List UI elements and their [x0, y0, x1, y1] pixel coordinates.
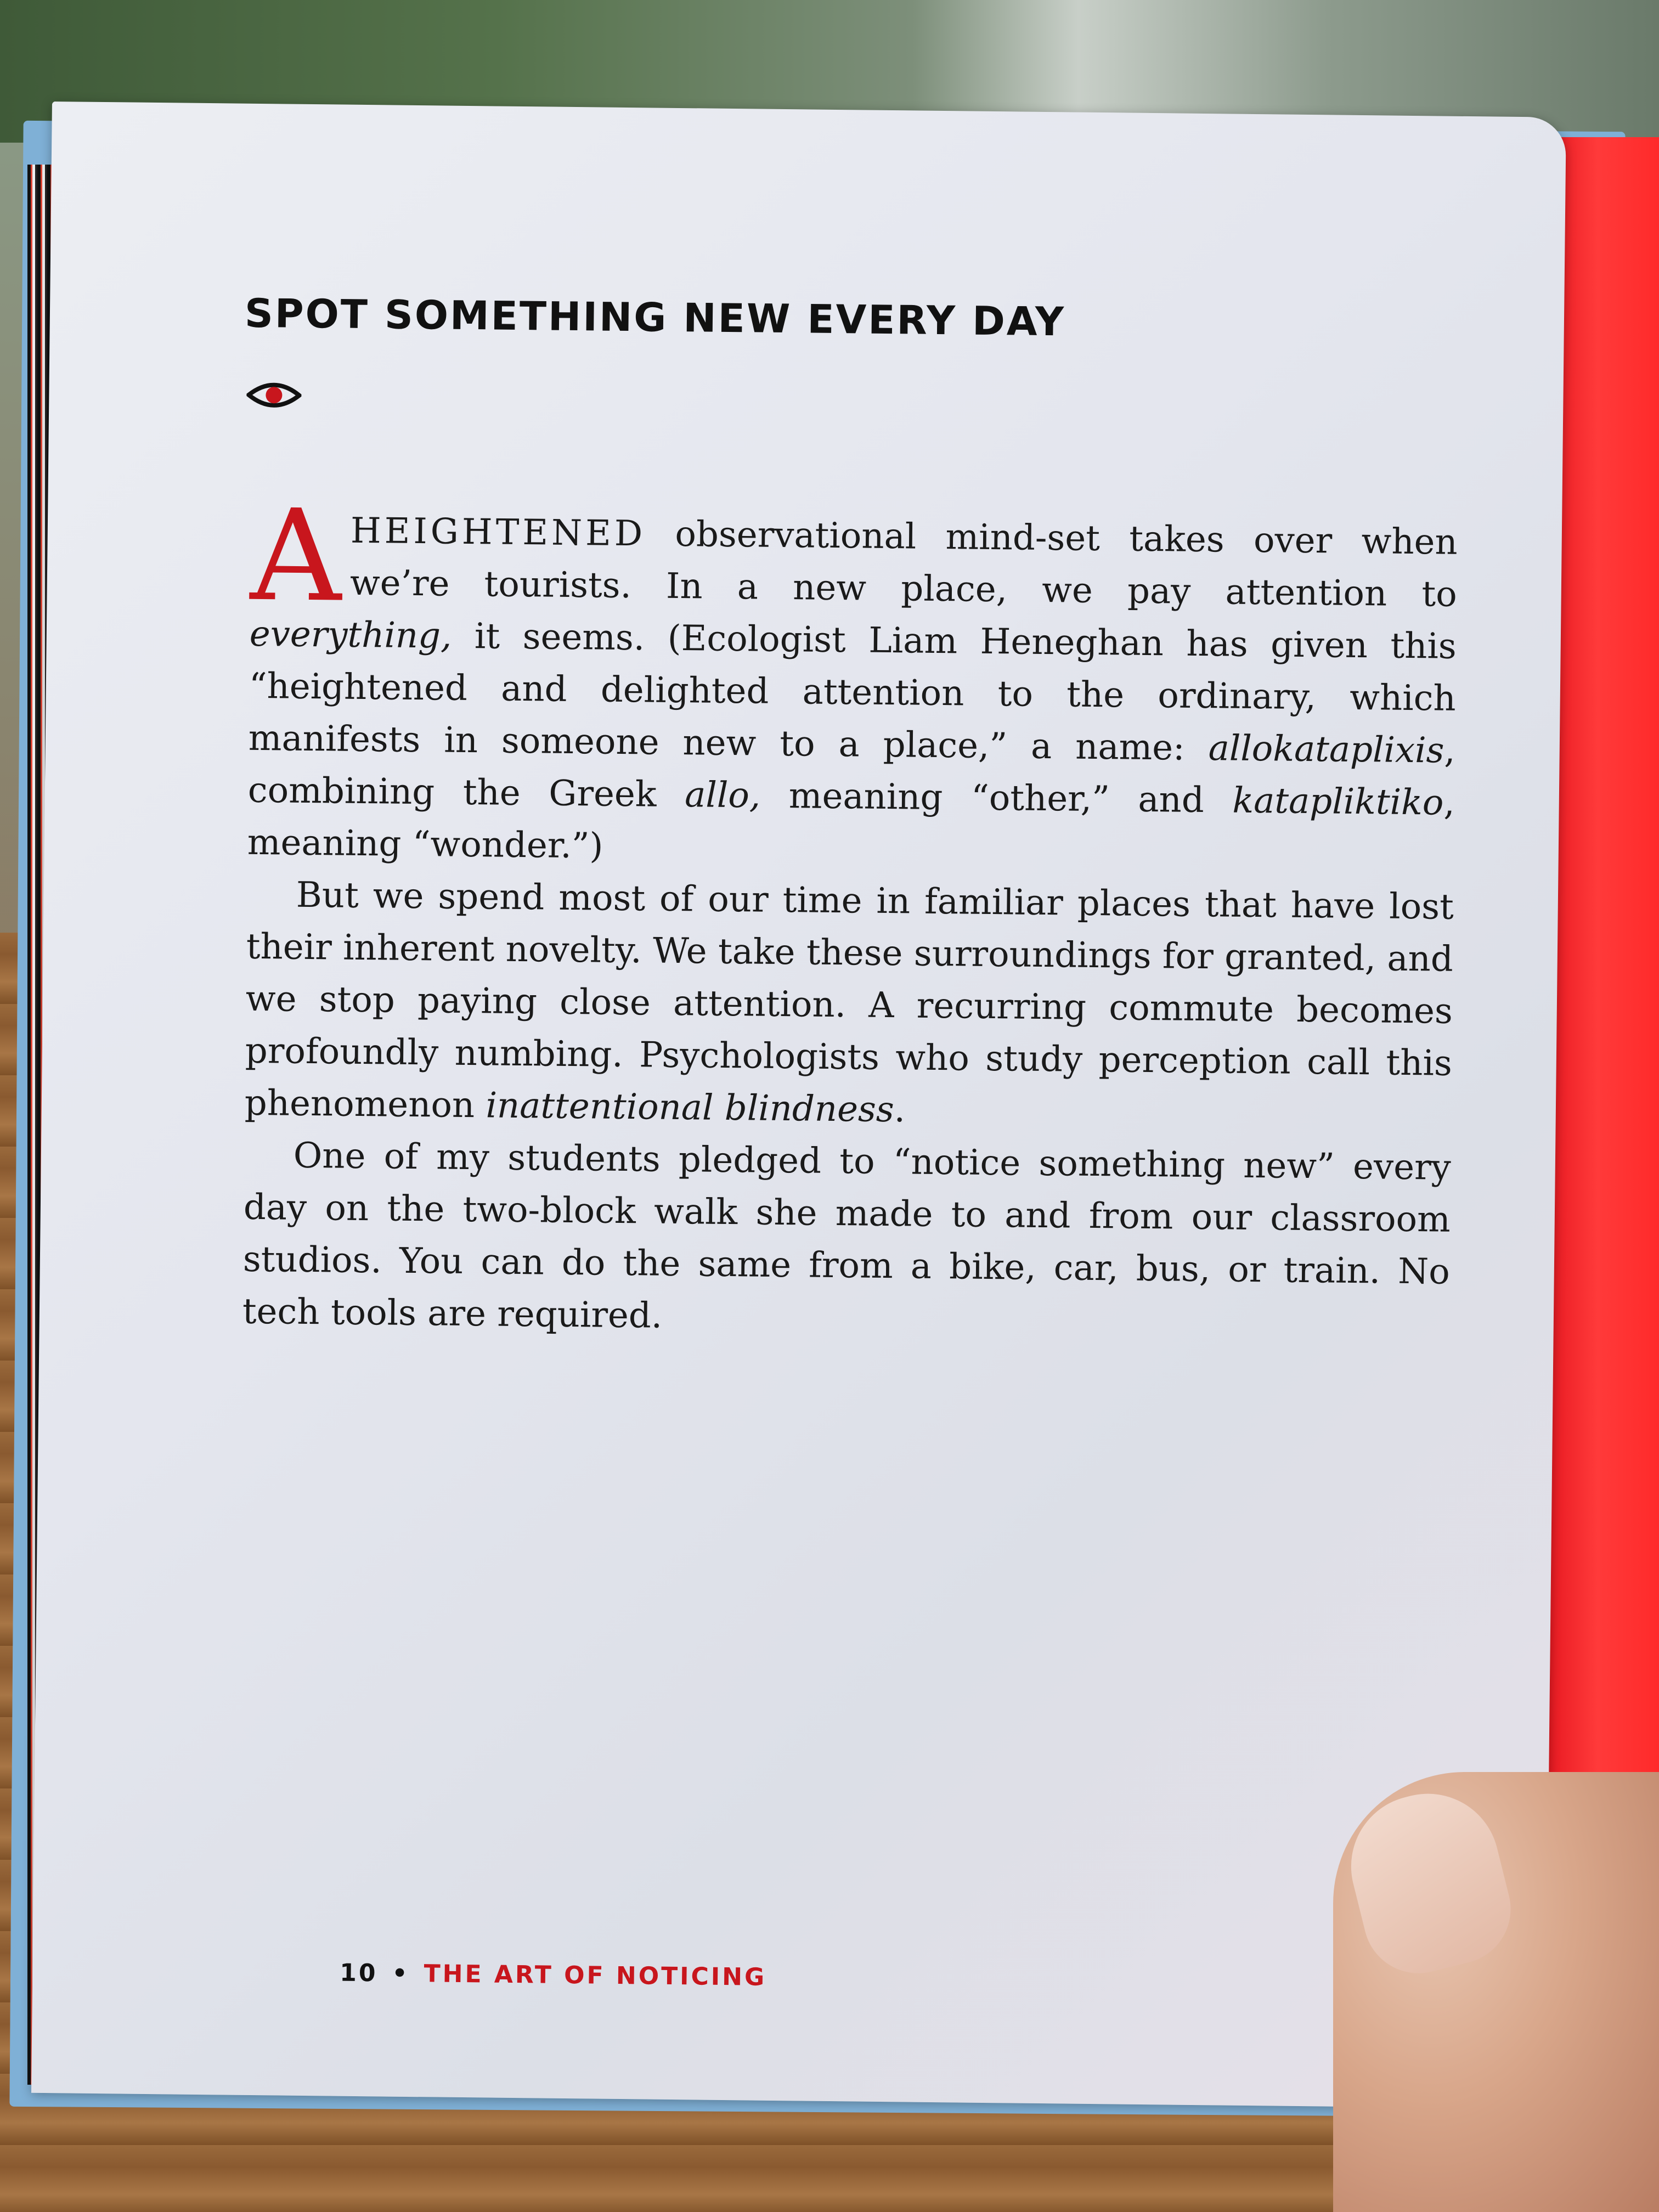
eye-icon: [246, 378, 302, 413]
text-run: , meaning “wonder.”): [247, 782, 1455, 867]
chapter-heading: SPOT SOMETHING NEW EVERY DAY: [244, 290, 1066, 345]
paragraph-2: [244, 869, 1454, 1142]
book-title: THE ART OF NOTICING: [424, 1960, 767, 1991]
emphasis: inattentional blindness: [486, 1085, 895, 1131]
emphasis: everything,: [249, 613, 452, 657]
text-run: .: [894, 1090, 906, 1131]
paragraph-1: [247, 482, 1458, 882]
text-run: observational mind-set takes over when we’re tourists. In a new place, we pay attention to: [349, 514, 1458, 615]
book-page: [31, 101, 1566, 2109]
text-run: But we spend most of our time in familiar places that have lost their inherent novelty. We take these surroundings for granted, and we stop paying close attention. A recurring commute becomes profoundly numbing. Psychologists who study perception call this phenomenon: [244, 874, 1454, 1126]
paragraph-3: One of my students pledged to “notice something new” every day on the two-block walk she made to and from our classroom studios. You can do the same from a bike, car, bus, or train. No tech tools are required.: [242, 1135, 1452, 1336]
text-run: it seems. (Ecologist Liam Heneghan has given this “heightened and delighted attention to the ordinary, which manifests in someone new to a place,” a name:: [248, 616, 1457, 769]
emphasis: katapliktiko: [1232, 780, 1444, 823]
text-run: , combining the Greek: [247, 730, 1456, 816]
emphasis: allokataplixis: [1208, 728, 1444, 771]
text-run: meaning “other,” and: [760, 775, 1233, 821]
emphasis: allo,: [684, 775, 761, 816]
page-footer: [340, 1959, 766, 1991]
page-number: 10: [340, 1959, 378, 1988]
body-text: [242, 482, 1458, 1351]
drop-cap: A: [249, 482, 342, 630]
smallcaps-lead: HEIGHTENED: [350, 510, 646, 555]
footer-separator: •: [392, 1959, 410, 1988]
